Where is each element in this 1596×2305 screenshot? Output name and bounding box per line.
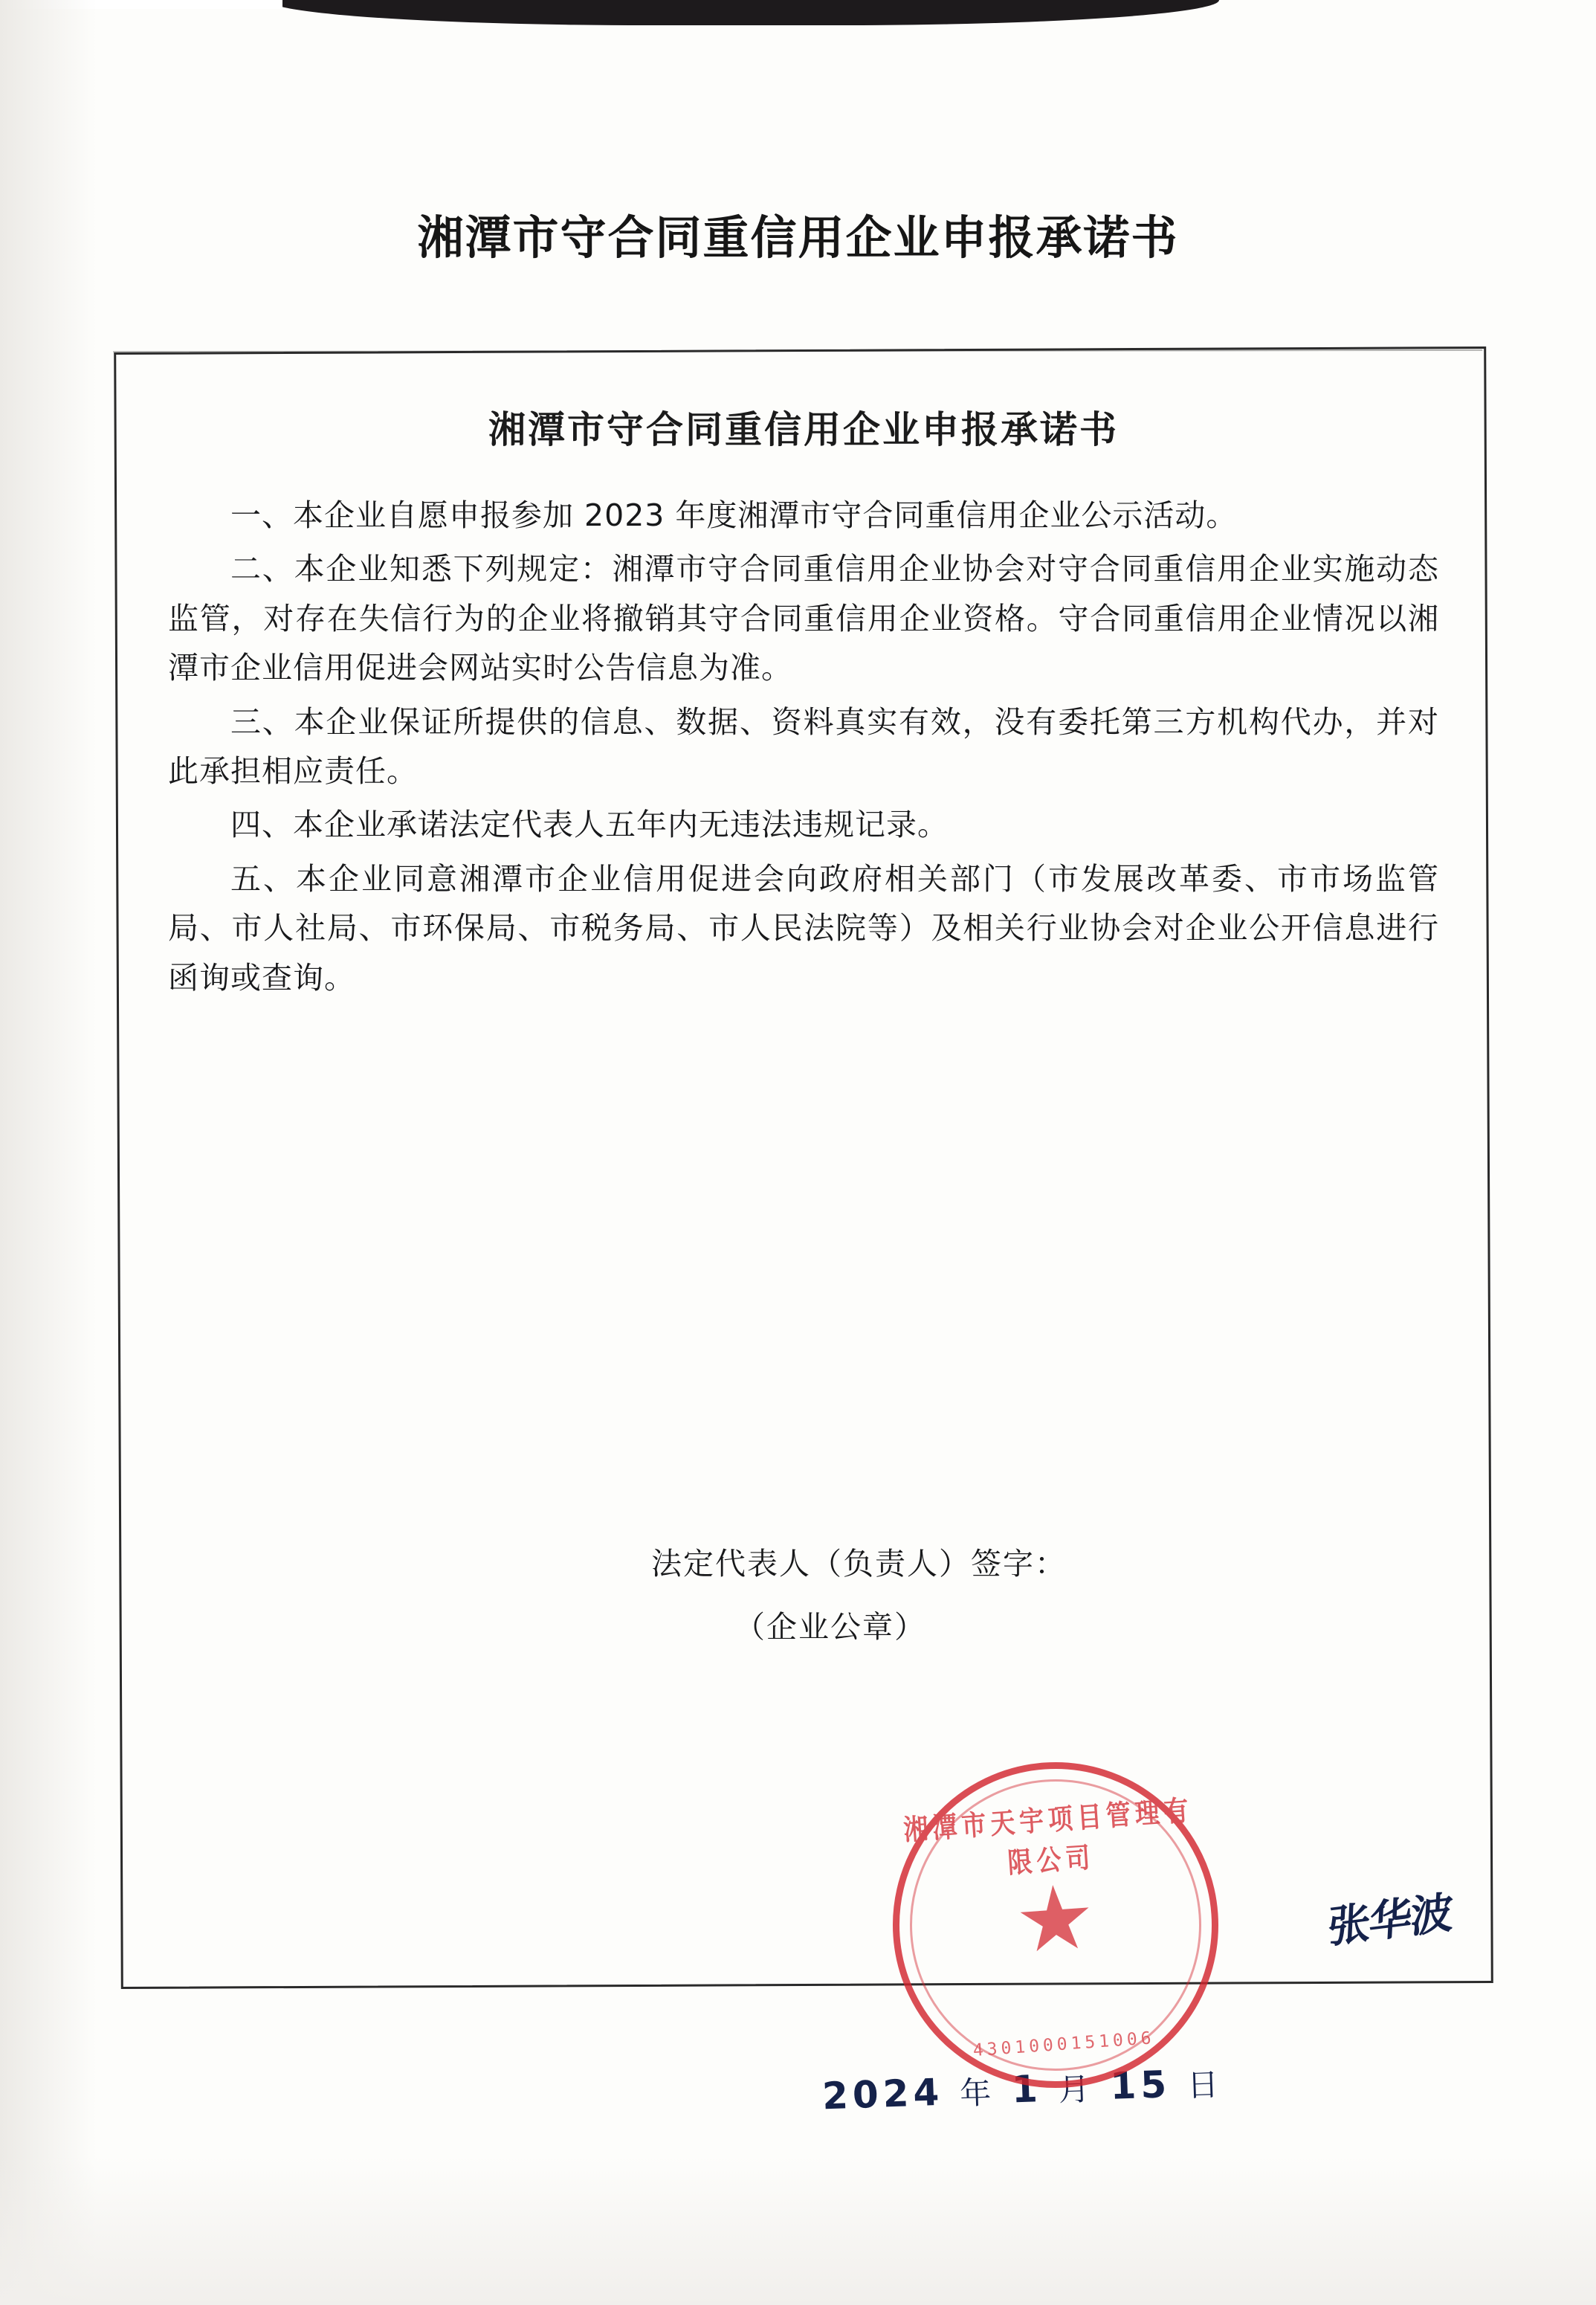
paper-shadow-bottom	[0, 2156, 1596, 2305]
date-day: 15	[1109, 2063, 1172, 2108]
seal-registration-code: 4301000151006	[972, 2028, 1156, 2061]
legal-representative-label: 法定代表人（负责人）签字：	[651, 1546, 1067, 1582]
date-day-label: 日	[1186, 2066, 1224, 2104]
paper-shadow-left	[0, 0, 97, 2305]
clause-paragraph-2: 二、本企业知悉下列规定：湘潭市守合同重信用企业协会对守合同重信用企业实施动态监管，对存在失信行为的企业将撤销其守合同重信用企业资格。守合同重信用企业情况以湘潭市企业信用促进会网站实时公告信息为准。	[168, 551, 1439, 686]
company-red-seal	[882, 1751, 1229, 2098]
date-year: 2024	[821, 2070, 945, 2118]
document-body	[138, 491, 1469, 1002]
document-inner-title: 湘潭市守合同重信用企业申报承诺书	[488, 408, 1119, 451]
date-month-label: 月	[1057, 2070, 1095, 2109]
scan-edge-shadow	[268, 0, 1219, 25]
handwritten-signature: 张华波	[1326, 1886, 1453, 1953]
clause-paragraph-3: 三、本企业保证所提供的信息、数据、资料真实有效，没有委托第三方机构代办，并对此承担相应责任。	[168, 703, 1439, 790]
scan-edge-highlight	[0, 0, 282, 9]
clause-paragraph-1: 一、本企业自愿申报参加 2023 年度湘潭市守合同重信用企业公示活动。	[230, 497, 1238, 533]
clause-paragraph-5: 五、本企业同意湘潭市企业信用促进会向政府相关部门（市发展改革委、市市场监管局、市人社局、市环保局、市税务局、市人民法院等）及相关行业协会对企业公开信息进行函询或查询。	[168, 860, 1439, 996]
date-month: 1	[1010, 2067, 1043, 2112]
company-seal-label: （企业公章）	[734, 1609, 926, 1645]
clause-paragraph-4: 四、本企业承诺法定代表人五年内无违法违规记录。	[230, 807, 949, 843]
seal-top-text: 湘潭市天宇项目管理有限公司	[902, 1793, 1195, 1880]
signature-block	[651, 1539, 1439, 1646]
page-title: 湘潭市守合同重信用企业申报承诺书	[417, 210, 1179, 265]
document-content	[138, 357, 1469, 2118]
date-year-label: 年	[959, 2074, 997, 2112]
